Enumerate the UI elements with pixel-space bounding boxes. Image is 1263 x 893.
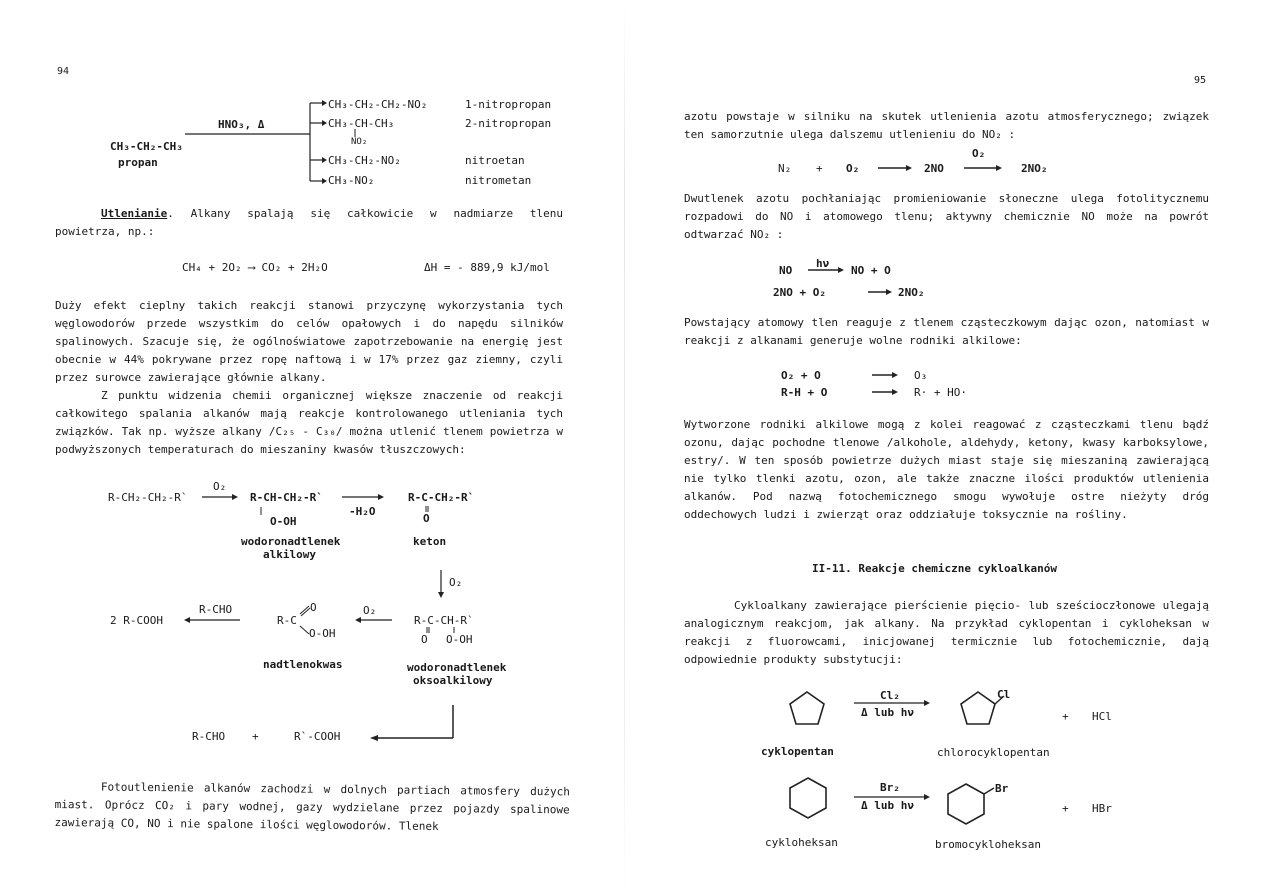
combustion-equation: CH₄ + 2O₂ ⟶ CO₂ + 2H₂O (182, 261, 328, 274)
oxo-hydroperoxide-name: oksoalkilowy (413, 674, 493, 687)
combustion-heading: Utlenianie (101, 207, 168, 220)
smog-paragraph (684, 416, 1209, 524)
scheme-ketone: R-C-CH₂-R` (408, 491, 475, 504)
eq1-2no: 2NO (924, 162, 944, 175)
cyclo2-byproduct: HBr (1092, 802, 1112, 815)
cyclo1-byproduct: HCl (1092, 710, 1112, 723)
product-name: 1-nitropropan (465, 98, 552, 111)
eq3-radicals: R· + HO· (914, 386, 967, 399)
eq2-products: NO + O (851, 264, 891, 277)
nitration-reagent: HNO₃, Δ (218, 118, 265, 131)
product-formula: CH₃-NO₂ (328, 174, 375, 187)
eq3-reactants-2: R-H + O (781, 386, 828, 399)
eq3-ozone: O₃ (914, 369, 928, 382)
scheme-ooh: O-OH (270, 515, 297, 528)
product-name: nitroetan (465, 154, 525, 167)
product-formula: CH₃-CH₂-CH₂-NO₂ (328, 98, 428, 111)
cyclo1-product-name: chlorocyklopentan (937, 746, 1050, 759)
peracid-name: nadtlenokwas (263, 658, 343, 671)
cyclo1-reactant-name: cyklopentan (761, 745, 834, 758)
peracid-r: R-C (277, 614, 297, 627)
oxo-hydroperoxide-name: wodoronadtlenek (407, 661, 507, 674)
eq2-no2: 2NO₂ (898, 286, 925, 299)
propane-formula: CH₃-CH₂-CH₃ (110, 140, 183, 153)
right-page (626, 0, 1263, 893)
cyclo1-plus: + (1062, 710, 1069, 723)
cyclo1-reagent: Cl₂ (880, 689, 900, 702)
paragraph-text: Powstający atomowy tlen reaguje z tlenem cząsteczkowym dając ozon, natomiast w reakcji z alkanami generuje wolne rodniki alkilowe: (684, 316, 1209, 347)
cyclo2-condition: Δ lub hν (861, 799, 914, 812)
oxo-hydroperoxide: R-C-CH-R` (414, 614, 474, 627)
scheme-o2-down: O₂ (449, 576, 463, 589)
scheme-o2: O₂ (213, 480, 227, 493)
product-name: nitrometan (465, 174, 532, 187)
propane-name: propan (118, 156, 158, 169)
cyclo2-plus: + (1062, 802, 1069, 815)
cyclohexane-ring (786, 776, 830, 822)
eq1-2no2: 2NO₂ (1021, 162, 1048, 175)
acid-product: 2 R-COOH (110, 614, 163, 627)
scheme-o2-left: O₂ (363, 604, 377, 617)
eq3-reactants-1: O₂ + O (781, 369, 821, 382)
paragraph-text: Wytworzone rodniki alkilowe mogą z kolei reagować z cząsteczkami tlenu bądź ozonu, dając pochodne tlenowe /alkohole, aldehydy, ketony, kwasy karboksylowe, estry/. W ten sposób powietrze dużych miast staje się mieszaniną zawierającą nie tylko tlenki azotu, ozon, ale także znaczne ilości produktów utlenienia alkanów. Pod nazwą fotochemicznego smogu wywołuje ostre nieżyty dróg oddechowych ludzi i zwierząt oraz oddziałuje toksycznie na rośliny. (684, 418, 1209, 521)
ketone-name: keton (413, 535, 447, 548)
cyclopentane-ring (787, 690, 827, 730)
scheme-ketone-oxygen: O (423, 512, 430, 525)
oxidation-scheme-arrows (0, 0, 625, 893)
eq2-hv: hν (816, 257, 830, 270)
hydroperoxide-name: wodoronadtlenek (241, 535, 341, 548)
combustion-text: . Alkany spalają się całkowicie w nadmiarze tlenu powietrza, np.: (55, 207, 563, 238)
photooxidation-paragraph (54, 778, 570, 837)
eq1-o2-over: O₂ (972, 147, 986, 160)
cyclo2-product-name: bromocykloheksan (935, 838, 1041, 851)
cyclo2-reactant-name: cykloheksan (765, 836, 838, 849)
nitro-substituent: NO₂ (351, 137, 368, 147)
page-number: 95 (1194, 75, 1207, 86)
final-acid: R`-COOH (294, 730, 341, 743)
paragraph-text: Cykloalkany zawierające pierścienie pięcio- lub sześcioczłonowe ulegają analogicznym reakcjom, jak alkany. Na przykład cyklopentan i cykloheksan w reakcji z fluorowcami, inicjowanej termicznie lub fotochemicznie, dają odpowiednie produkty substytucji: (684, 599, 1209, 666)
paragraph-text: Fotoutlenienie alkanów zachodzi w dolnych partiach atmosfery dużych miast. Oprócz CO₂ i pary wodnej, gazy wydzielane przez pojazdy spalinowe zawierają CO, NO i nie spalone ilości węglowodorów. Tlenek (54, 780, 570, 834)
paragraph-text: Duży efekt cieplny takich reakcji stanowi przyczynę wykorzystania tych węglowodorów przede wszystkim do celów opałowych i do napędu silników spalinowych. Szacuje się, że ogólnoświatowe zapotrzebowanie na energię jest obecnie w 44% pokrywane przez ropę naftową i w 17% przez gaz ziemny, czyli przez surowce zawierające głównie alkany. (55, 299, 563, 384)
peracid-oxygen: O (310, 601, 317, 614)
paragraph-text: Dwutlenek azotu pochłaniając promieniowanie słoneczne ulega fotolitycznemu rozpadowi do NO i atomowego tlenu; aktywny chemicznie NO może na powrót odtwarzać NO₂ : (684, 192, 1209, 241)
hydroperoxide-name: alkilowy (263, 548, 316, 561)
scheme-minus-water: -H₂O (349, 505, 376, 518)
eq1-plus: + (816, 162, 823, 175)
oxo-ooh: O-OH (446, 633, 473, 646)
eq2-reactants: 2NO + O₂ (773, 286, 826, 299)
combustion-enthalpy: ΔH = - 889,9 kJ/mol (424, 261, 550, 274)
product-formula: CH₃-CH₂-NO₂ (328, 154, 401, 167)
cycloalkane-paragraph (684, 597, 1209, 669)
section-heading: II-11. Reakcje chemiczne cykloalkanów (812, 562, 1058, 575)
eq1-o2: O₂ (846, 162, 860, 175)
scheme-start: R-CH₂-CH₂-R` (108, 491, 188, 504)
scheme-hydroperoxide: R-CH-CH₂-R` (250, 491, 323, 504)
product-formula: CH₃-CH-CH₃ (328, 117, 395, 130)
page-number: 94 (57, 66, 70, 77)
cyclo2-reagent: Br₂ (880, 781, 900, 794)
cyclo1-condition: Δ lub hν (861, 706, 914, 719)
cyclo1-substituent: Cl (997, 688, 1011, 701)
product-name: 2-nitropropan (465, 117, 552, 130)
peracid-ooh: O-OH (309, 627, 336, 640)
cyclo2-substituent: Br (995, 782, 1009, 795)
paragraph-text: azotu powstaje w silniku na skutek utlenienia azotu atmosferycznego; związek ten samorzutnie ulega dalszemu utlenieniu do NO₂ : (684, 110, 1209, 141)
eq1-n2: N₂ (778, 162, 792, 175)
paragraph-text: Z punktu widzenia chemii organicznej większe znaczenie od reakcji całkowitego spalania alkanów mają reakcje kontrolowanego utleniania tych związków. Tak np. wyższe alkany /C₂₅ - C₃₀/ można utlenić tlenem powietrza w podwyższonych temperaturach do mieszaniny kwasów tłuszczowych: (55, 389, 563, 456)
photolysis-paragraph (684, 190, 1209, 244)
ozone-paragraph (684, 314, 1209, 350)
oxo-oxygen: O (421, 633, 428, 646)
final-rcho: R-CHO (192, 730, 226, 743)
eq2-no: NO (779, 264, 793, 277)
final-plus: + (252, 730, 259, 743)
scheme-rcho: R-CHO (199, 603, 233, 616)
left-page (0, 0, 625, 893)
